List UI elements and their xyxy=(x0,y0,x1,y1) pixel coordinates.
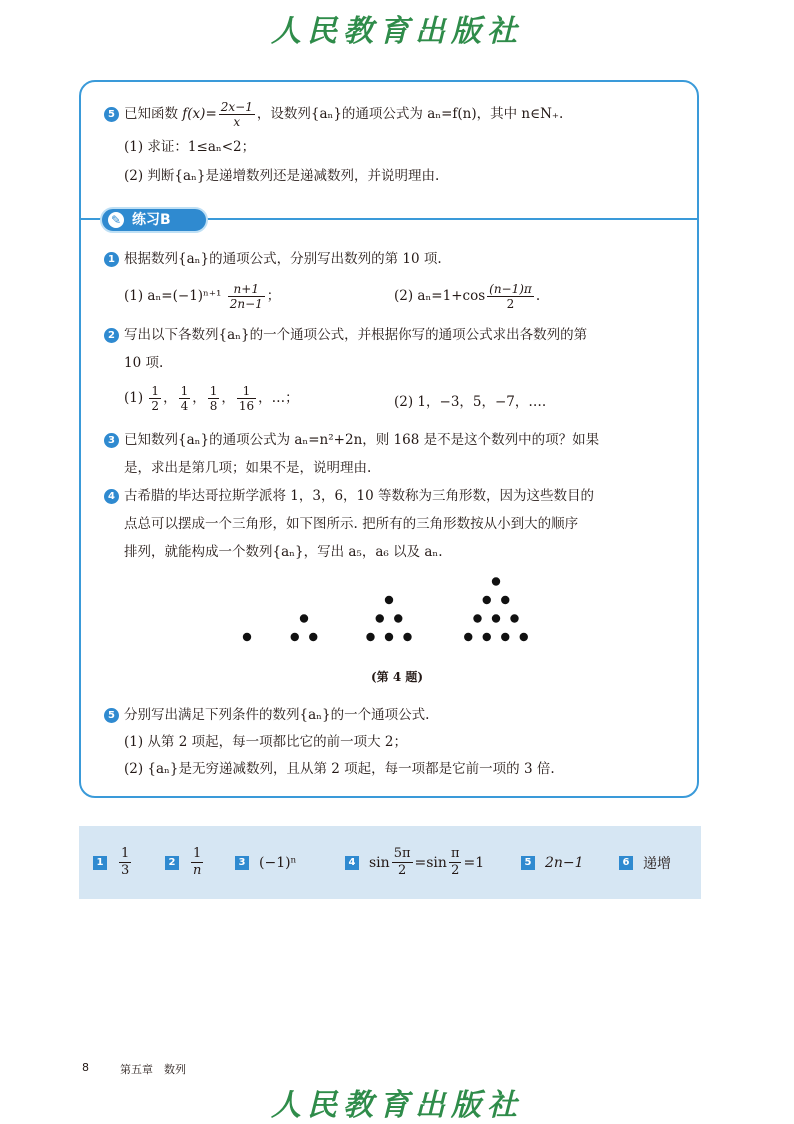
triangle-3 xyxy=(366,596,411,641)
dot xyxy=(291,633,299,641)
exercise-b1: 1 根据数列{aₙ}的通项公式，分别写出数列的第 10 项. xyxy=(104,249,442,269)
fraction: $\frac{1}{4}$ xyxy=(180,384,189,413)
answers-strip xyxy=(79,826,701,899)
fraction: $\frac{(n-1)\pi}{2}$ xyxy=(489,282,532,311)
answer-3: 3 (−1)ⁿ xyxy=(235,826,297,899)
page-number: 8 xyxy=(82,1061,89,1074)
dot xyxy=(376,614,384,622)
answer-2: 2 $\frac{1}{n}$ xyxy=(165,826,205,899)
answer-4: 4 sin $\frac{5\pi}{2}$ =sin $\frac{\pi}{2}$ =1 xyxy=(345,826,484,899)
fraction: $\frac{2x-1}{x}$ xyxy=(220,100,253,129)
dot xyxy=(385,596,393,604)
exercise-b2-line2: 10 项. xyxy=(124,355,164,371)
exercise-number: 1 xyxy=(104,252,119,267)
exercise-5-prev: 5 已知函数 f(x)= $\frac{2x-1}{x}$ ，设数列{aₙ}的通项公式为 aₙ=f(n)，其中 n∈N₊. xyxy=(104,100,563,129)
fraction: $\frac{1}{16}$ xyxy=(238,384,255,413)
exercise-number: 5 xyxy=(104,708,119,723)
dot xyxy=(403,633,411,641)
answer-6: 6 递增 xyxy=(619,826,671,899)
exercise-b5-part1: (1) 从第 2 项起，每一项都比它的前一项大 2； xyxy=(124,734,407,750)
dot xyxy=(501,633,509,641)
dot xyxy=(300,614,308,622)
exercise-b2: 2 写出以下各数列{aₙ}的一个通项公式，并根据你写的通项公式求出各数列的第 xyxy=(104,325,587,345)
dot xyxy=(483,596,491,604)
exercise-b2-part2: (2) 1，−3，5，−7，…. xyxy=(394,394,547,410)
dot xyxy=(464,633,472,641)
publisher-logo-top: 人民教育出版社 xyxy=(271,14,523,49)
dot xyxy=(492,614,500,622)
exercise-b4-line3: 排列，就能构成一个数列{aₙ}，写出 a₅，a₆ 以及 aₙ. xyxy=(124,544,443,560)
exercise-b1-part1: (1) aₙ=(−1)ⁿ⁺¹ $\frac{n+1}{2n-1}$ ； xyxy=(124,282,281,311)
publisher-logo-bottom: 人民教育出版社 xyxy=(271,1088,523,1123)
exercise-b3: 3 已知数列{aₙ}的通项公式为 aₙ=n²+2n，则 168 是不是这个数列中的项？如果 xyxy=(104,430,599,450)
exercise-b5-part2: (2) {aₙ}是无穷递减数列，且从第 2 项起，每一项都是它前一项的 3 倍. xyxy=(124,761,555,777)
answer-5: 5 2n−1 xyxy=(521,826,584,899)
exercise-b4-line2: 点总可以摆成一个三角形，如下图所示. 把所有的三角形数按从小到大的顺序 xyxy=(124,516,579,532)
exercise-b5: 5 分别写出满足下列条件的数列{aₙ}的一个通项公式. xyxy=(104,705,429,725)
dot xyxy=(473,614,481,622)
exercise-b2-part1: (1) $\frac{1}{2}$ ， $\frac{1}{4}$ ， $\frac{1}{8}$ ， $\frac{1}{16}$ ，…； xyxy=(124,384,299,413)
triangle-4 xyxy=(464,577,528,641)
dot xyxy=(309,633,317,641)
exercise-number: 5 xyxy=(104,107,119,122)
fraction: $\frac{1}{8}$ xyxy=(209,384,218,413)
exercise-b1-part2: (2) aₙ=1+cos $\frac{(n-1)\pi}{2}$ . xyxy=(394,282,541,311)
dot xyxy=(385,633,393,641)
dot xyxy=(501,596,509,604)
triangle-2 xyxy=(291,614,318,641)
dot xyxy=(520,633,528,641)
figure-caption: (第 4 题) xyxy=(370,670,424,684)
exercise-b4: 4 古希腊的毕达哥拉斯学派将 1，3，6，10 等数称为三角形数，因为这些数目的 xyxy=(104,486,594,506)
exercise-number: 3 xyxy=(104,433,119,448)
dot xyxy=(366,633,374,641)
tab-label: 练习B xyxy=(132,212,171,228)
dot xyxy=(243,633,251,641)
chapter-title: 第五章 数列 xyxy=(120,1063,186,1076)
dot xyxy=(483,633,491,641)
triangle-1 xyxy=(243,633,251,641)
answer-1: 1 $\frac{1}{3}$ xyxy=(93,826,133,899)
dot xyxy=(394,614,402,622)
exercise-number: 4 xyxy=(104,489,119,504)
exercise-number: 2 xyxy=(104,328,119,343)
dot xyxy=(492,577,500,585)
exercise-5-prev-part2: (2) 判断{aₙ}是递增数列还是递减数列，并说明理由. xyxy=(124,168,440,184)
exercise-b3-line2: 是，求出是第几项；如果不是，说明理由. xyxy=(124,460,372,476)
exercise-5-prev-part1: (1) 求证：1≤aₙ<2； xyxy=(124,139,256,155)
pen-icon: ✎ xyxy=(108,212,124,228)
fraction: $\frac{1}{2}$ xyxy=(151,384,160,413)
dot xyxy=(510,614,518,622)
fraction: $\frac{n+1}{2n-1}$ xyxy=(229,282,263,311)
